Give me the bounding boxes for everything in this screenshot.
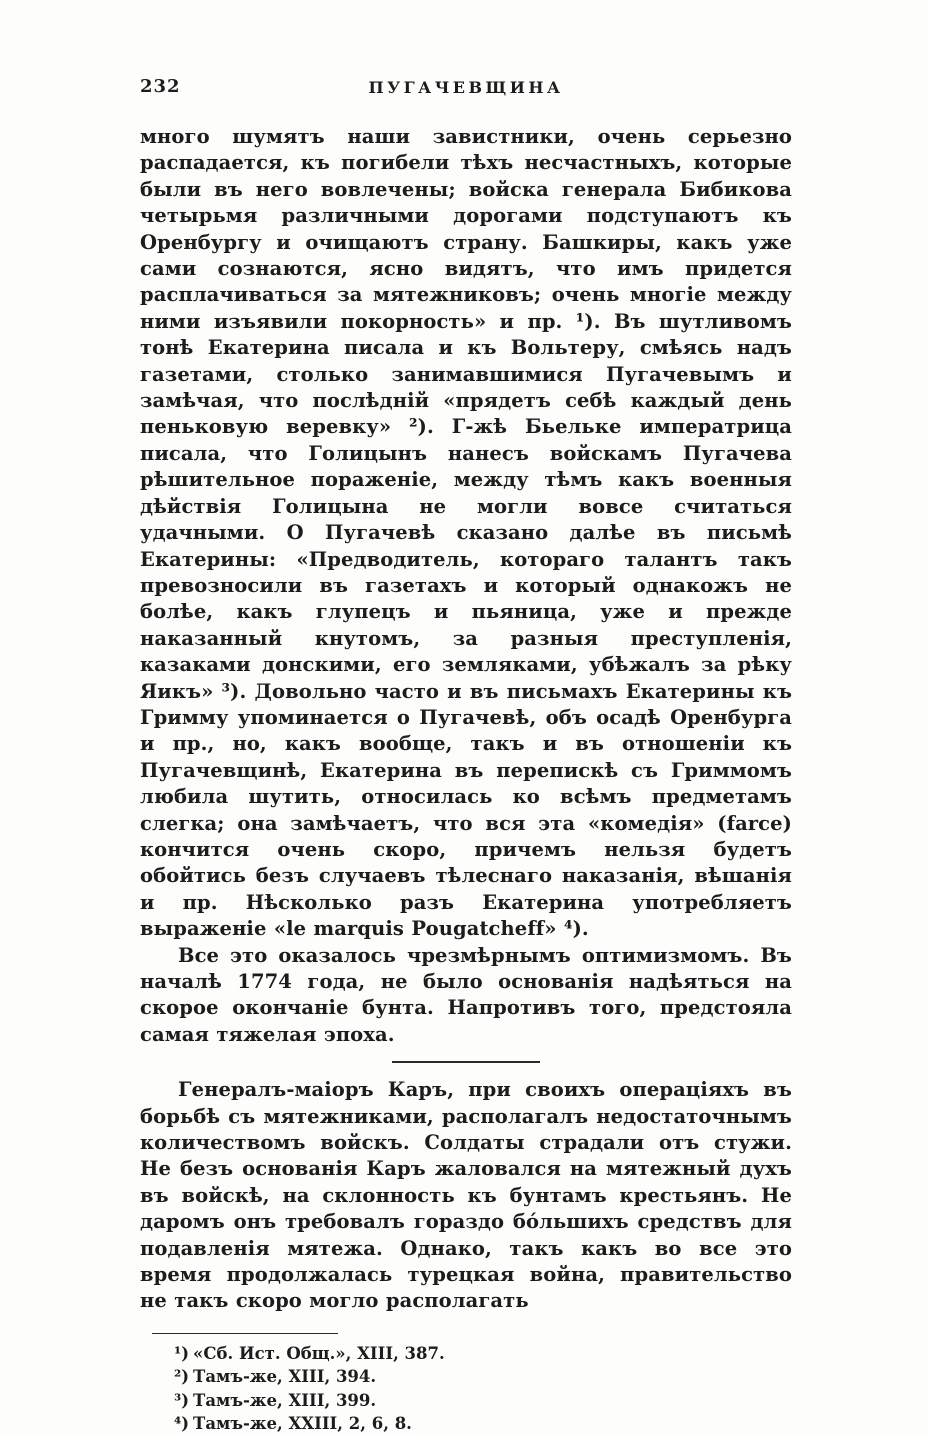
footnote-separator (152, 1333, 338, 1334)
footnote-marker: ³) (174, 1390, 190, 1410)
paragraph-continuation: много шумятъ наши завистники, очень серьезно распадается, къ погибели тѣхъ несчастныхъ, которые были въ него вовлечены; войска генерала Бибикова четырьмя различными дорогами подступаютъ къ Оренбургу и очищаютъ страну. Башкиры, какъ уже сами сознаются, ясно видятъ, что имъ придется расплачиваться за мятежниковъ; очень многіе между ними изъявили покорность» и пр. ¹). Въ шутливомъ тонѣ Екатерина писала и къ Вольтеру, смѣясь надъ газетами, столько занимавшимися Пугачевымъ и замѣчая, что послѣдній «прядетъ себѣ каждый день пеньковую веревку» ²). Г-жѣ Бьельке императрица писала, что Голицынъ нанесъ войскамъ Пугачева рѣшительное пораженіе, между тѣмъ какъ военныя дѣйствія Голицына не могли вовсе считаться удачными. О Пугачевѣ сказано далѣе въ письмѣ Екатерины: «Предводитель, котораго талантъ такъ превозносили въ газетахъ и который однакожъ не болѣе, какъ глупецъ и пьяница, уже и прежде наказанный кнутомъ, за разныя преступленія, казаками донскими, его земляками, убѣжалъ за рѣку Яикъ» ³). Довольно часто и въ письмахъ Екатерины къ Гримму упоминается о Пугачевѣ, объ осадѣ Оренбурга и пр., но, какъ вообще, такъ и въ отношеніи къ Пугачевщинѣ, Екатерина въ перепискѣ съ Гриммомъ любила шутить, относилась ко всѣмъ предметамъ слегка; она замѣчаетъ, что вся эта «комедія» (farce) кончится очень скоро, причемъ нельзя будетъ обойтись безъ случаевъ тѣлеснаго наказанія, вѣшанія и пр. Нѣсколько разъ Екатерина употребляетъ выраженіе «le marquis Pougatcheff» ⁴). (140, 125, 792, 941)
footnotes-block (140, 1333, 792, 1436)
footnote-text: «Сб. Ист. Общ.», XIII, 387. (193, 1343, 445, 1363)
footnote-marker: ⁴) (174, 1414, 190, 1434)
page-header (140, 76, 792, 100)
section-divider (392, 1061, 540, 1063)
footnote-item (140, 1389, 792, 1413)
text-block (140, 124, 792, 1436)
footnote-text: Тамъ-же, XXIII, 2, 6, 8. (193, 1414, 412, 1434)
running-title: ПУГАЧЕВЩИНА (368, 78, 564, 97)
footnote-item (140, 1412, 792, 1436)
footnote-item (140, 1365, 792, 1389)
paragraph: Генералъ-маіоръ Каръ, при своихъ операціяхъ въ борьбѣ съ мятежниками, располагалъ недостаточнымъ количествомъ войскъ. Солдаты страдали отъ стужи. Не безъ основанія Каръ жаловался на мятежный духъ въ войскѣ, на склонность къ бунтамъ крестьянъ. Не даромъ онъ требовалъ гораздо бо́льшихъ средствъ для подавленія мятежа. Однако, такъ какъ во все это время продолжалась турецкая война, правительство не такъ скоро могло располагать (140, 1078, 792, 1313)
page-number: 232 (140, 76, 181, 97)
footnote-marker: ¹) (174, 1343, 190, 1363)
footnote-text: Тамъ-же, XIII, 394. (193, 1367, 377, 1387)
paragraph: Все это оказалось чрезмѣрнымъ оптимизмомъ. Въ началѣ 1774 года, не было основанія надѣяться на скорое окончаніе бунта. Напротивъ того, предстояла самая тяжелая эпоха. (140, 943, 792, 1046)
footnote-text: Тамъ-же, XIII, 399. (193, 1390, 377, 1410)
footnote-item (140, 1342, 792, 1366)
footnote-marker: ²) (174, 1367, 190, 1387)
